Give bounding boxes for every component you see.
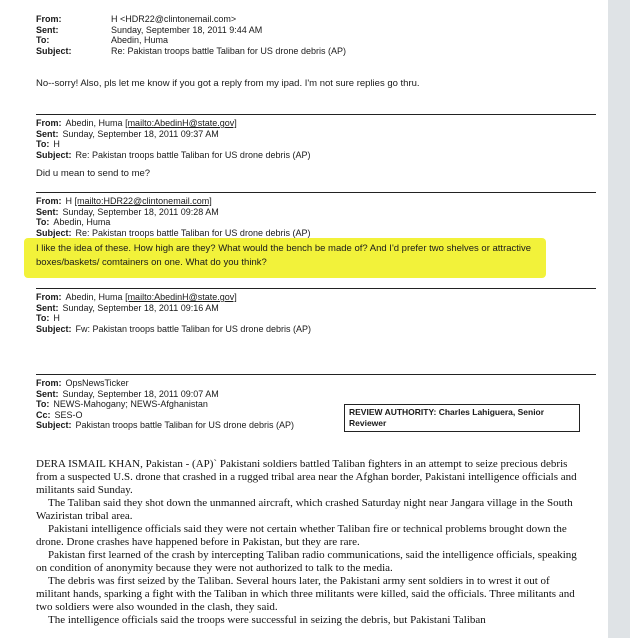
divider xyxy=(36,288,596,289)
from-name: Abedin, Huma xyxy=(65,118,123,128)
from-label: From: xyxy=(36,378,62,388)
sent-label: Sent: xyxy=(36,24,59,35)
article-paragraph: The intelligence officials said the troops were successful in seizing the debris, but Pakistani Taliban xyxy=(48,614,486,626)
article-paragraph: Pakistani intelligence officials said they were not certain whether Taliban fire or technical problems brought down the drone. Drone crashes have happened before in Pakistan, but they are rare. xyxy=(36,523,567,548)
from-value: OpsNewsTicker xyxy=(65,378,129,388)
to-label: To: xyxy=(36,217,50,227)
to-value: Abedin, Huma xyxy=(53,217,111,227)
news-article xyxy=(36,458,586,627)
to-label: To: xyxy=(36,399,50,409)
to-value: Abedin, Huma xyxy=(111,35,169,45)
article-paragraph: Pakistan first learned of the crash by intercepting Taliban radio communications, said the intelligence officials, speaking on condition of anonymity because they were not authorized to talk to the media. xyxy=(36,549,577,574)
from-label: From: xyxy=(36,14,62,24)
review-line-2: Reviewer xyxy=(349,418,387,428)
from-label: From: xyxy=(36,196,62,206)
sent-label: Sent: xyxy=(36,388,59,399)
sent-value: Sunday, September 18, 2011 09:28 AM xyxy=(62,206,219,217)
review-authority-box xyxy=(344,404,580,432)
sent-label: Sent: xyxy=(36,128,59,139)
document-page xyxy=(14,0,606,638)
from-value: H <HDR22@clintonemail.com> xyxy=(111,14,237,24)
to-value: H xyxy=(53,313,60,323)
email1-header xyxy=(36,14,346,56)
to-label: To: xyxy=(36,313,50,323)
email3-body: I like the idea of these. How high are they? What would the bench be made of? And I'd prefer two shelves or attractive boxes/baskets/ comtainers on one. What do you think? xyxy=(36,243,532,268)
subject-label: Subject: xyxy=(36,149,72,160)
to-value: H xyxy=(53,139,60,149)
cc-label: Cc: xyxy=(36,409,51,420)
subject-value: Fw: Pakistan troops battle Taliban for US drone debris (AP) xyxy=(75,323,311,334)
from-label: From: xyxy=(36,292,62,302)
subject-value: Pakistan troops battle Taliban for US drone debris (AP) xyxy=(75,420,294,430)
subject-value: Re: Pakistan troops battle Taliban for US drone debris (AP) xyxy=(75,149,311,160)
from-mailto-link[interactable]: [mailto:AbedinH@state.gov] xyxy=(125,118,237,128)
page-edge-shadow xyxy=(608,0,630,638)
email1-body: No--sorry! Also, pls let me know if you got a reply from my ipad. I'm not sure replies go thru. xyxy=(36,78,420,89)
subject-value: Re: Pakistan troops battle Taliban for US drone debris (AP) xyxy=(75,227,311,238)
subject-value: Re: Pakistan troops battle Taliban for US drone debris (AP) xyxy=(111,45,346,56)
sent-label: Sent: xyxy=(36,206,59,217)
subject-label: Subject: xyxy=(36,323,72,334)
from-name: H xyxy=(65,196,72,206)
email2-body: Did u mean to send to me? xyxy=(36,168,151,179)
sent-value: Sunday, September 18, 2011 09:07 AM xyxy=(62,388,219,399)
email5-header xyxy=(36,378,294,431)
article-paragraph: The debris was first seized by the Taliban. Several hours later, the Pakistani army sent soldiers in to wrest it out of militant hands, sparking a fight with the Taliban in which three militants were killed, said the officials. Three militants and two soldiers were also wounded in the clash, they said. xyxy=(36,575,575,613)
cc-value: SES-O xyxy=(54,409,83,420)
email2-header xyxy=(36,118,310,160)
sent-value: Sunday, September 18, 2011 09:37 AM xyxy=(62,128,219,139)
article-paragraph: The Taliban said they shot down the unmanned aircraft, which crashed Saturday night near Jangara village in the South Waziristan tribal area. xyxy=(36,497,573,522)
from-mailto-link[interactable]: [mailto:HDR22@clintonemail.com] xyxy=(74,196,212,206)
sent-value: Sunday, September 18, 2011 9:44 AM xyxy=(111,24,263,35)
to-label: To: xyxy=(36,139,50,149)
from-name: Abedin, Huma xyxy=(65,292,123,302)
email3-header xyxy=(36,196,310,238)
to-label: To: xyxy=(36,35,50,45)
email4-header xyxy=(36,292,311,334)
from-label: From: xyxy=(36,118,62,128)
divider xyxy=(36,374,596,375)
subject-label: Subject: xyxy=(36,45,72,56)
article-paragraph: DERA ISMAIL KHAN, Pakistan - (AP)` Pakistani soldiers battled Taliban fighters in an attempt to seize precious debris from a suspected U.S. drone that crashed in a rugged tribal area near the Afghan border, Pakistani intelligence officials and militants said Sunday. xyxy=(36,458,577,496)
sent-label: Sent: xyxy=(36,302,59,313)
divider xyxy=(36,192,596,193)
divider xyxy=(36,114,596,115)
sent-value: Sunday, September 18, 2011 09:16 AM xyxy=(62,302,219,313)
from-mailto-link[interactable]: [mailto:AbedinH@state.gov] xyxy=(125,292,237,302)
subject-label: Subject: xyxy=(36,420,72,430)
to-value: NEWS-Mahogany; NEWS-Afghanistan xyxy=(53,399,208,409)
review-line-1: REVIEW AUTHORITY: Charles Lahiguera, Senior xyxy=(349,407,545,417)
subject-label: Subject: xyxy=(36,227,72,238)
